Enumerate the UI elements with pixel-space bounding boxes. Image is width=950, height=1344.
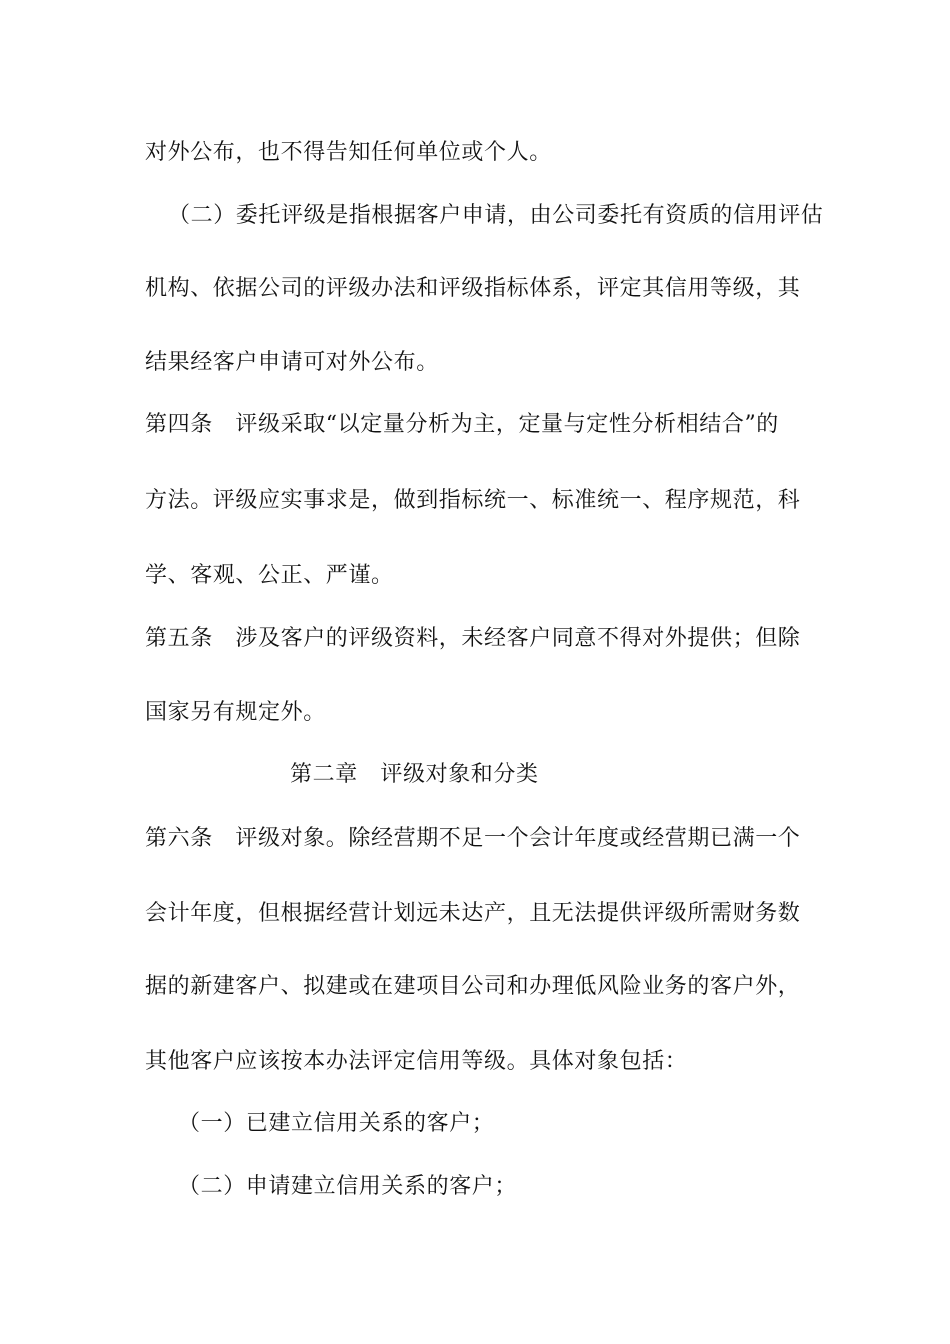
text-line: 对外公布，也不得告知任何单位或个人。 (145, 140, 552, 165)
text-line: 国家另有规定外。 (145, 700, 326, 725)
list-item: （二）申请建立信用关系的客户； (178, 1174, 518, 1199)
text-line: 其他客户应该按本办法评定信用等级。具体对象包括： (145, 1049, 688, 1074)
article-4-heading-line: 第四条 评级采取“以定量分析为主，定量与定性分析相结合”的 (145, 412, 779, 437)
text-line: 机构、依据公司的评级办法和评级指标体系，评定其信用等级，其 (145, 276, 801, 301)
text-line: 方法。评级应实事求是，做到指标统一、标准统一、程序规范，科 (145, 488, 801, 513)
chapter-title: 第二章 评级对象和分类 (290, 762, 539, 787)
list-item: （一）已建立信用关系的客户； (178, 1111, 495, 1136)
text-line: 学、客观、公正、严谨。 (145, 563, 394, 588)
text-line: 结果经客户申请可对外公布。 (145, 350, 439, 375)
text-line: 会计年度，但根据经营计划远未达产，且无法提供评级所需财务数 (145, 901, 801, 926)
article-6-heading-line: 第六条 评级对象。除经营期不足一个会计年度或经营期已满一个 (145, 826, 801, 851)
text-line: 据的新建客户、拟建或在建项目公司和办理低风险业务的客户外， (145, 974, 801, 999)
article-5-heading-line: 第五条 涉及客户的评级资料，未经客户同意不得对外提供；但除 (145, 626, 801, 651)
text-line: （二）委托评级是指根据客户申请，由公司委托有资质的信用评估 (168, 203, 824, 228)
